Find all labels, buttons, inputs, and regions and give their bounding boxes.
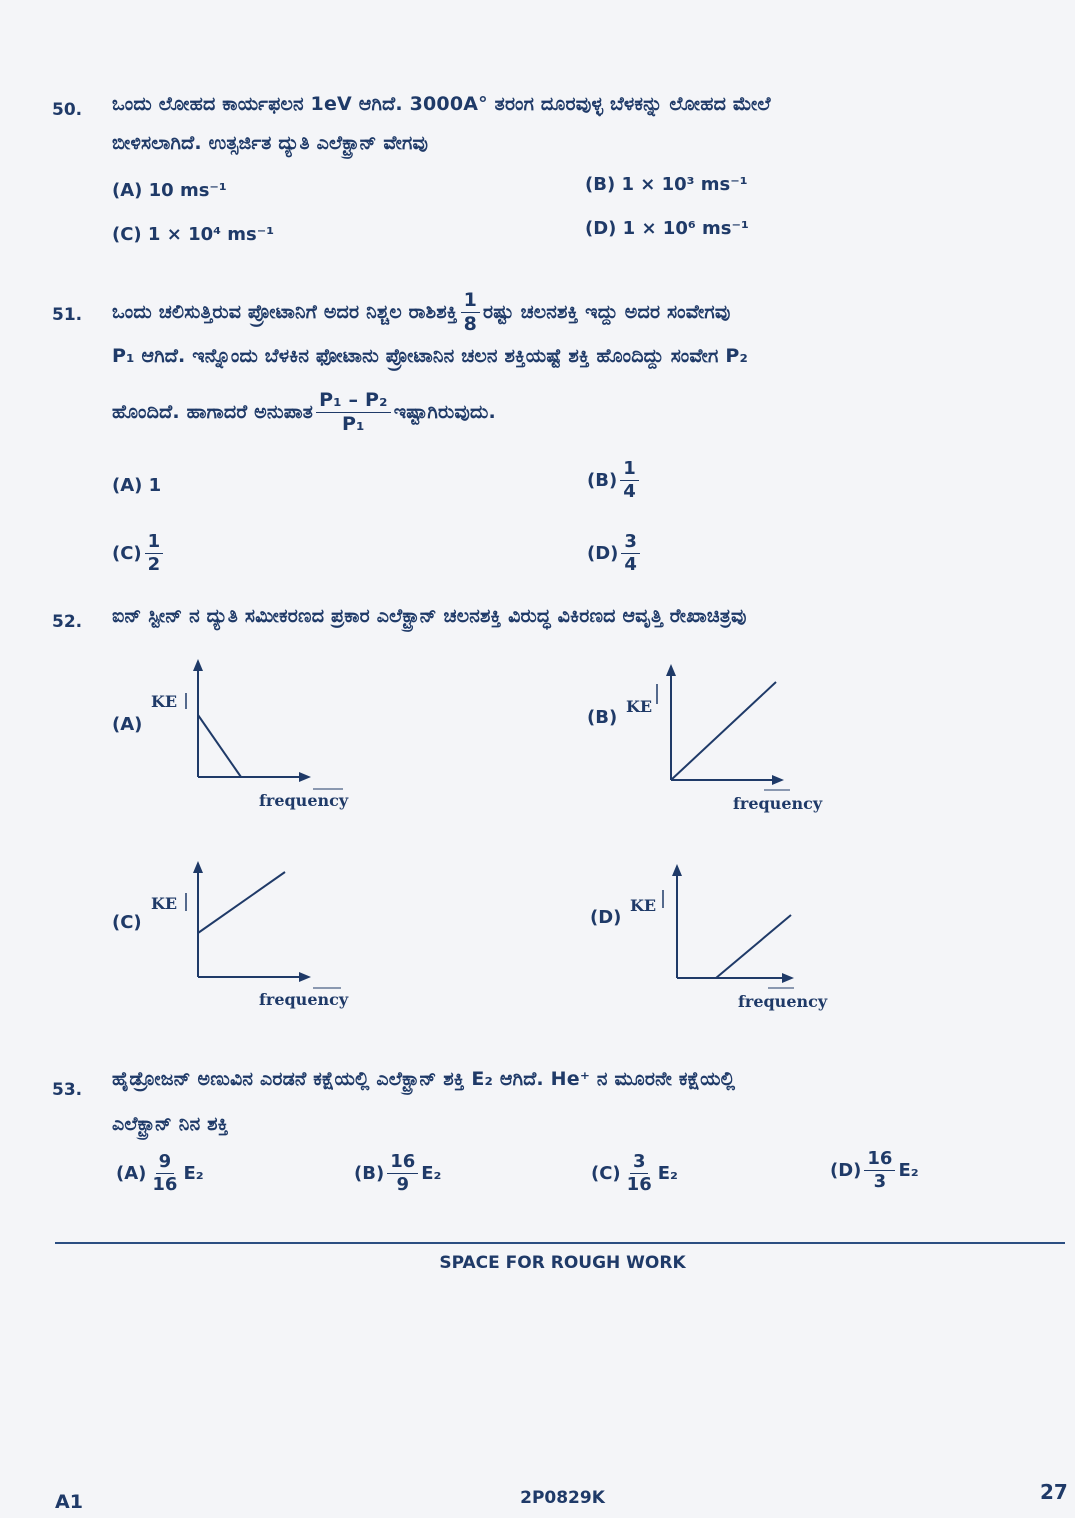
question-text-line: P₁ ಆಗಿದೆ. ಇನ್ನೊಂದು ಬೆಳಕಿನ ಫೋಟಾನು ಪ್ರೋಟಾನಿನ ಚಲನ ಶಕ್ತಿಯಷ್ಟೆ ಶಕ್ತಿ ಹೊಂದಿದ್ದು ಸಂವೇಗ P₂ [112,345,748,367]
x-axis-label: frequency [738,992,828,1011]
option-b: (B) 1 × 10³ ms⁻¹ [585,174,748,195]
fraction-denominator: 4 [624,554,637,575]
y-axis-arrow [193,861,203,873]
question-text: ಒಂದು ಚಲಿಸುತ್ತಿರುವ ಪ್ರೋಟಾನಿಗೆ ಅದರ ನಿಶ್ಚಲ ರಾಶಿಶಕ್ತಿ [112,301,458,323]
question-text-line: ಐನ್ ಸ್ಟೀನ್ ನ ದ್ಯುತಿ ಸಮೀಕರಣದ ಪ್ರಕಾರ ಎಲೆಕ್ಟ್ರಾನ್ ಚಲನಶಕ್ತಿ ವಿರುದ್ಧ ವಿಕಿರಣದ ಆವೃತ್ತಿ ರೇಖಾಚಿತ್ರವು [112,605,747,627]
divider-line [55,1242,1065,1244]
y-axis-label: KE [630,896,657,915]
option-c: (C) 1 × 10⁴ ms⁻¹ [112,224,275,245]
option-a: (A) 10 ms⁻¹ [112,180,227,201]
option-d [587,533,643,574]
fraction-numerator: P₁ – P₂ [316,391,391,413]
option-a [116,1153,204,1194]
graph-d [628,858,848,1023]
fraction-numerator: 16 [864,1150,895,1171]
y-axis-arrow [193,659,203,671]
graph-option-label: (C) [112,912,142,933]
option-a: (A) 1 [112,475,162,496]
question-text: ಹೊಂದಿದೆ. ಹಾಗಾದರೆ ಅನುಪಾತ [112,401,314,423]
fraction-numerator: 3 [630,1153,649,1174]
option-unit: E₂ [183,1163,204,1184]
question-text-line: ಒಂದು ಲೋಹದ ಕಾರ್ಯಫಲನ 1eV ಆಗಿದೆ. 3000A° ತರಂಗ ದೂರವುಳ್ಳ ಬೆಳಕನ್ನು ಲೋಹದ ಮೇಲೆ [112,93,771,115]
y-axis-label: KE [151,894,178,913]
option-label: (A) [116,1163,147,1184]
booklet-code: A1 [55,1491,83,1513]
option-label: (B) [354,1163,385,1184]
fraction-numerator: 1 [145,533,164,554]
question-number: 50. [52,100,83,120]
option-b [354,1153,441,1194]
graph-line [716,915,791,978]
option-b [587,460,642,501]
x-axis-arrow [299,772,311,782]
fraction-denominator: 9 [396,1174,409,1195]
question-text: ಇಷ್ಟಾಗಿರುವುದು. [393,401,496,423]
fraction [620,460,639,501]
fraction-numerator: 3 [621,533,640,554]
question-text-line [112,287,731,337]
graph-b [622,660,842,825]
question-number: 51. [52,305,83,325]
fraction [864,1150,895,1191]
graph-line [198,715,241,777]
option-d: (D) 1 × 10⁶ ms⁻¹ [585,218,749,239]
rough-work-heading: SPACE FOR ROUGH WORK [439,1253,686,1273]
x-axis-label: frequency [259,990,349,1009]
fraction-numerator: 1 [620,460,639,481]
option-label: (C) [591,1163,621,1184]
fraction-denominator: 16 [626,1174,652,1195]
fraction [145,533,164,574]
question-text-line: ಎಲೆಕ್ಟ್ರಾನ್ ನಿನ ಶಕ್ತಿ [112,1113,229,1135]
option-unit: E₂ [657,1163,678,1184]
graph-option-label: (D) [590,907,622,928]
question-text-line: ಹೈಡ್ರೋಜನ್ ಅಣುವಿನ ಎರಡನೆ ಕಕ್ಷೆಯಲ್ಲಿ ಎಲೆಕ್ಟ್ರಾನ್ ಶಕ್ತಿ E₂ ಆಗಿದೆ. He⁺ ನ ಮೂರನೇ ಕಕ್ಷೆಯಲ್ಲಿ [112,1068,736,1090]
graph-line [671,682,776,780]
fraction-numerator: 16 [387,1153,418,1174]
y-axis-label: KE [626,697,653,716]
option-label: (C) [112,543,142,564]
question-text: ರಷ್ಟು ಚಲನಶಕ್ತಿ ಇದ್ದು ಅದರ ಸಂವೇಗವು [482,301,731,323]
fraction [149,1153,180,1194]
y-axis-label: KE [151,692,178,711]
fraction-denominator: 3 [873,1171,887,1192]
ratio-fraction [316,388,391,435]
fraction-denominator: 8 [463,312,477,335]
fraction [387,1153,418,1194]
fraction [624,1153,655,1194]
option-unit: E₂ [898,1160,919,1181]
fraction-denominator: 2 [147,554,161,575]
y-axis-arrow [672,864,682,876]
graph-option-label: (A) [112,714,143,735]
fraction-denominator: P₁ [342,412,365,435]
graph-a [145,655,365,820]
option-c [591,1153,678,1194]
x-axis-label: frequency [259,791,349,810]
fraction [461,288,480,335]
option-d [830,1150,919,1191]
graph-option-label: (B) [587,707,618,728]
x-axis-arrow [299,972,311,982]
option-unit: E₂ [421,1163,442,1184]
option-label: (D) [830,1160,862,1181]
fraction [621,533,640,574]
x-axis-arrow [782,973,794,983]
graph-line [198,872,285,933]
fraction-numerator: 1 [461,291,480,313]
y-axis-arrow [666,664,676,676]
graph-c [145,855,365,1020]
option-label: (B) [587,470,618,491]
question-number: 53. [52,1080,83,1100]
page-number: 27 [1040,1480,1068,1504]
fraction-numerator: 9 [156,1153,175,1174]
question-text-line [112,385,496,439]
question-text-line: ಬೀಳಿಸಲಾಗಿದೆ. ಉತ್ಸರ್ಜಿತ ದ್ಯುತಿ ಎಲೆಕ್ಟ್ರಾನ್ ವೇಗವು [112,132,429,154]
x-axis-label: frequency [733,794,823,813]
x-axis-arrow [772,775,784,785]
fraction-denominator: 16 [152,1174,178,1195]
option-label: (D) [587,543,619,564]
fraction-denominator: 4 [623,481,636,502]
option-c [112,533,166,574]
paper-code: 2P0829K [520,1488,605,1508]
question-number: 52. [52,612,83,632]
